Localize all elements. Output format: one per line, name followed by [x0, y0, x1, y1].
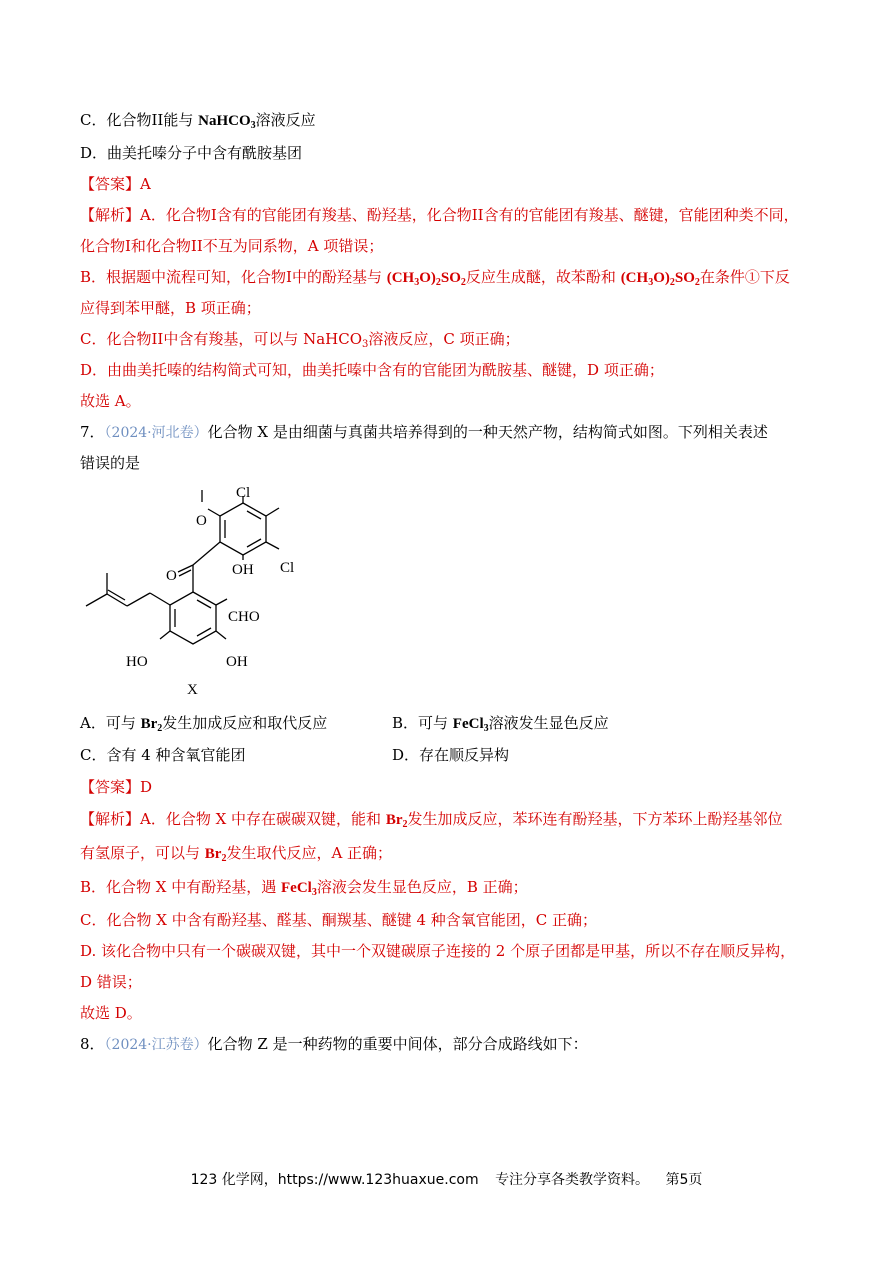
q6-explanation-c: C．化合物II中含有羧基，可以与 NaHCO$_3$溶液反应，C 项正确；: [80, 330, 520, 350]
q7-explanation-a-2: 有氢原子，可以与 $Br_2$发生取代反应，A 正确；: [80, 844, 393, 864]
q7-option-b: B．可与 FeCl$_3$溶液发生显色反应: [392, 714, 609, 734]
footer-site: 123 化学网，https://www.123huaxue.com: [190, 1172, 479, 1188]
q7-explanation-d-2: D 错误；: [80, 973, 142, 991]
atom-cho: CHO: [228, 609, 260, 625]
molecule-label: X: [187, 682, 198, 698]
q8-source: （2024·江苏卷）: [104, 1037, 208, 1053]
q7-option-d: D．存在顺反异构: [392, 746, 510, 764]
q6-conclusion: 故选 A。: [80, 392, 141, 410]
footer-page-number: 第5页: [665, 1172, 703, 1188]
footer-slogan: 专注分享各类教学资料。: [495, 1172, 650, 1188]
q6-answer: 【答案】A: [80, 175, 151, 193]
q7-explanation-a-1: 【解析】A．化合物 X 中存在碳碳双键，能和 $Br_2$发生加成反应，苯环连有酚羟基，下方苯环上酚羟基邻位: [80, 810, 783, 830]
q6-explanation-d: D．由曲美托嗪的结构简式可知，曲美托嗪中含有的官能团为酰胺基、醚键，D 项正确；: [80, 361, 664, 379]
q7-explanation-b: B．化合物 X 中有酚羟基，遇 FeCl$_3$溶液会发生显色反应，B 正确；: [80, 878, 528, 898]
q7-source: （2024·河北卷）: [104, 425, 208, 441]
q7-stem-1: 7．（2024·河北卷）化合物 X 是由细菌与真菌共培养得到的一种天然产物，结构简式如图。下列相关表述: [80, 423, 768, 441]
q7-option-c: C．含有 4 种含氧官能团: [80, 746, 246, 764]
atom-oh-right: OH: [226, 654, 248, 670]
q6-explanation-a-1: 【解析】A．化合物I含有的官能团有羧基、酚羟基，化合物II含有的官能团有羧基、醚键，官能团种类不同，: [80, 206, 799, 224]
q6-option-c: C．化合物II能与 NaHCO$_3$溶液反应: [80, 111, 316, 131]
q7-explanation-d-1: D. 该化合物中只有一个碳碳双键，其中一个双键碳原子连接的 2 个原子团都是甲基，所以不存在顺反异构，: [80, 942, 796, 960]
q7-option-a: A．可与 $Br_2$发生加成反应和取代反应: [80, 714, 328, 734]
q6-option-d: D．曲美托嗪分子中含有酰胺基团: [80, 144, 303, 162]
q7-explanation-c: C．化合物 X 中含有酚羟基、醛基、酮羰基、醚键 4 种含氧官能团，C 正确；: [80, 911, 598, 929]
atom-cl-right: Cl: [280, 560, 295, 576]
q7-answer: 【答案】D: [80, 778, 153, 796]
q6-explanation-b-1: B．根据题中流程可知，化合物I中的酚羟基与 $(CH_3O)_2SO_2$反应生成醚，故苯酚和 $(CH_3O)_2SO_2$在条件①下反: [80, 268, 790, 288]
atom-o-ether: O: [196, 513, 207, 529]
atom-cl-top: Cl: [236, 485, 251, 501]
atom-oh-upper: OH: [232, 562, 254, 578]
q7-conclusion: 故选 D。: [80, 1004, 142, 1022]
q6-explanation-b-2: 应得到苯甲醚，B 项正确；: [80, 299, 261, 317]
q7-stem-2: 错误的是: [80, 454, 141, 472]
atom-ho-left: HO: [126, 654, 148, 670]
atom-o-carbonyl: O: [166, 568, 177, 584]
q6-explanation-a-2: 化合物I和化合物II不互为同系物，A 项错误；: [80, 237, 384, 255]
q8-stem: 8．（2024·江苏卷）化合物 Z 是一种药物的重要中间体，部分合成路线如下：: [80, 1035, 588, 1053]
page-footer: [0, 1169, 893, 1189]
molecule-x-structure: [80, 478, 320, 704]
